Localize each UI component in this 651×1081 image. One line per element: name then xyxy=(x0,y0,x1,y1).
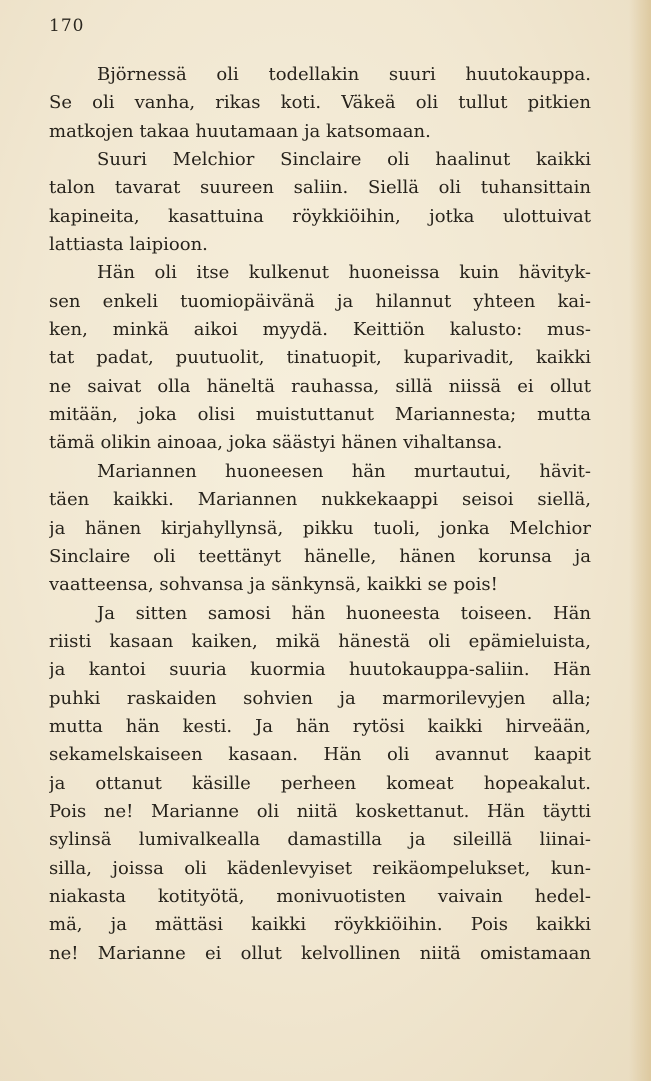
text-line: vaatteensa, sohvansa ja sänkynsä, kaikki se pois! xyxy=(49,574,498,596)
text-line: ne! Marianne ei ollut kelvollinen niitä omistamaan xyxy=(49,942,591,964)
text-line: silla, joissa oli kädenlevyiset reikäompelukset, kun- xyxy=(49,857,591,879)
text-line: Sinclaire oli teettänyt hänelle, hänen korunsa ja xyxy=(49,545,591,567)
text-line: tat padat, puutuolit, tinatuopit, kuparivadit, kaikki xyxy=(49,347,591,369)
text-line: matkojen takaa huutamaan ja katsomaan. xyxy=(49,120,431,142)
text-line: lattiasta laipioon. xyxy=(49,234,208,256)
text-line: niakasta kotityötä, monivuotisten vaivain hedel- xyxy=(49,885,591,907)
body-text xyxy=(49,61,591,968)
text-line: Se oli vanha, rikas koti. Väkeä oli tullut pitkien xyxy=(49,92,591,114)
text-line: sekamelskaiseen kasaan. Hän oli avannut kaapit xyxy=(49,744,591,766)
text-line: Suuri Melchior Sinclaire oli haalinut kaikki xyxy=(97,149,591,171)
text-line: ken, minkä aikoi myydä. Keittiön kalusto: mus- xyxy=(49,319,591,341)
text-line: sylinsä lumivalkealla damastilla ja sileillä liinai- xyxy=(49,829,591,851)
text-line: Mariannen huoneesen hän murtautui, hävit- xyxy=(97,460,591,482)
text-line: tämä olikin ainoaa, joka säästyi hänen vihaltansa. xyxy=(49,432,503,454)
text-line: täen kaikki. Mariannen nukkekaappi seisoi siellä, xyxy=(49,489,591,511)
text-line: puhki raskaiden sohvien ja marmorilevyjen alla; xyxy=(49,687,591,709)
text-line: kapineita, kasattuina röykkiöihin, jotka ulottuivat xyxy=(49,205,591,227)
text-line: Hän oli itse kulkenut huoneissa kuin hävityk- xyxy=(97,262,591,284)
page-number: 170 xyxy=(49,16,85,36)
text-line: Pois ne! Marianne oli niitä koskettanut. Hän täytti xyxy=(49,800,591,822)
text-line: talon tavarat suureen saliin. Siellä oli tuhansittain xyxy=(49,177,591,199)
text-line: riisti kasaan kaiken, mikä hänestä oli epämieluista, xyxy=(49,630,591,652)
text-line: Björnessä oli todellakin suuri huutokauppa. xyxy=(97,64,591,85)
text-line: mitään, joka olisi muistuttanut Mariannesta; mutta xyxy=(49,404,591,426)
text-line: ja ottanut käsille perheen komeat hopeakalut. xyxy=(49,772,591,794)
text-line: ja kantoi suuria kuormia huutokauppa-saliin. Hän xyxy=(49,659,591,681)
text-line: mä, ja mättäsi kaikki röykkiöihin. Pois kaikki xyxy=(49,914,591,936)
text-line: ja hänen kirjahyllynsä, pikku tuoli, jonka Melchior xyxy=(49,517,591,539)
text-line: Ja sitten samosi hän huoneesta toiseen. Hän xyxy=(97,602,591,624)
text-line: sen enkeli tuomiopäivänä ja hilannut yhteen kai- xyxy=(49,290,591,312)
text-line: ne saivat olla häneltä rauhassa, sillä niissä ei ollut xyxy=(49,375,591,397)
text-line: mutta hän kesti. Ja hän rytösi kaikki hirveään, xyxy=(49,715,591,737)
